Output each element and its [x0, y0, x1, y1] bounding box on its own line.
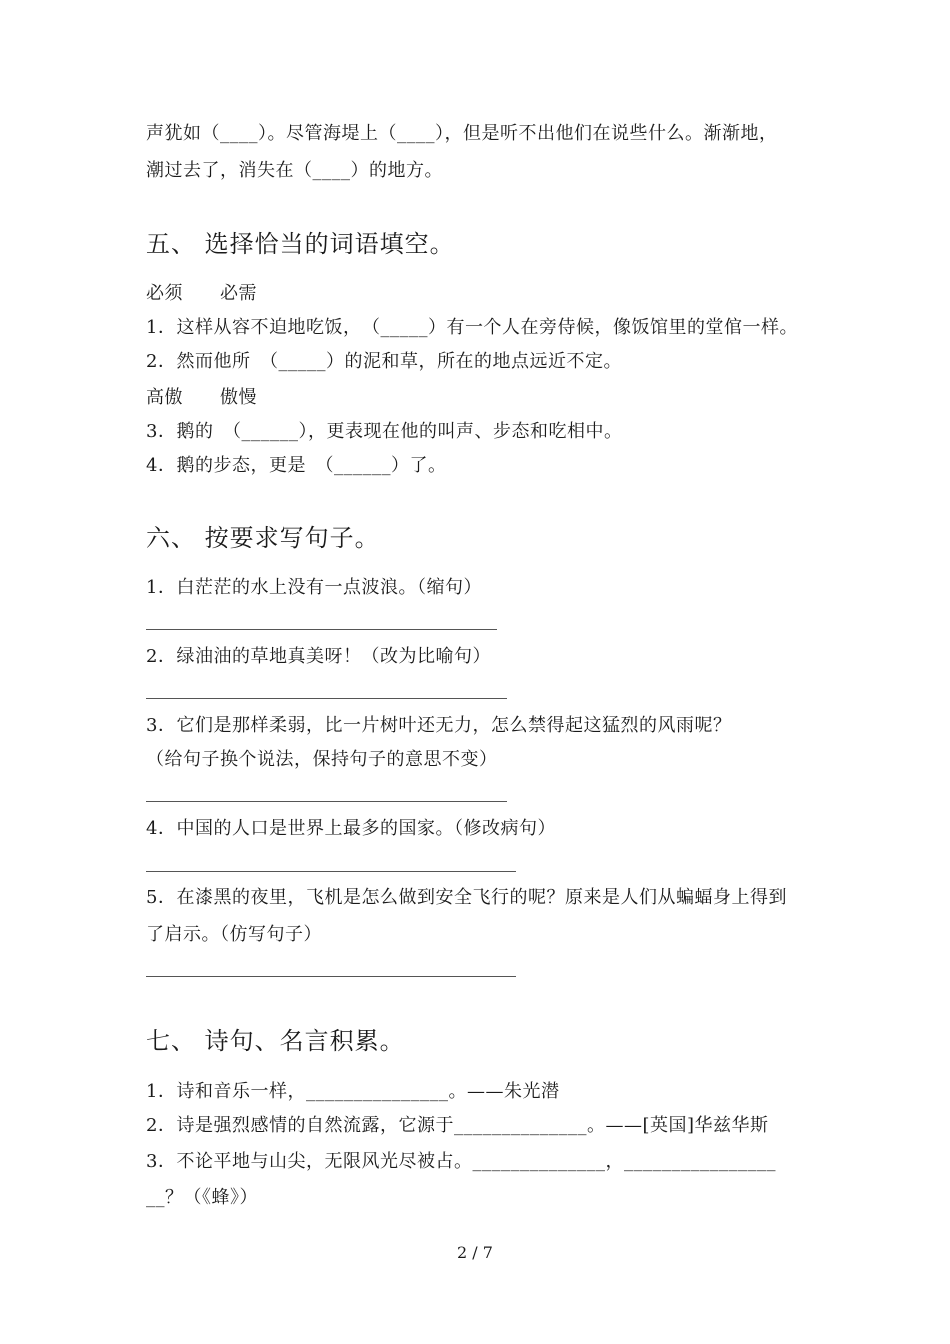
answer-line-6-3 [146, 801, 507, 802]
question-7-3-line-2: __？（《蜂》） [146, 1187, 258, 1208]
word-choice-group-2: 高傲 傲慢 [146, 387, 257, 408]
question-7-3-line-1: 3．不论平地与山尖，无限风光尽被占。______________，________________ [146, 1151, 776, 1172]
section-7-title: 七、 诗句、名言积累。 [146, 1027, 405, 1055]
question-5-2: 2．然而他所 （_____）的泥和草，所在的地点远近不定。 [146, 351, 622, 372]
paragraph-line-1: 声犹如（____）。尽管海堤上（____），但是听不出他们在说些什么。渐渐地， [146, 123, 778, 144]
section-5-title: 五、 选择恰当的词语填空。 [146, 230, 455, 258]
answer-line-6-4 [146, 871, 516, 872]
question-6-1: 1．白茫茫的水上没有一点波浪。（缩句） [146, 577, 482, 598]
answer-line-6-2 [146, 698, 507, 699]
question-6-3-line-2: （给句子换个说法，保持句子的意思不变） [146, 749, 498, 770]
page-number: 2 / 7 [457, 1243, 493, 1262]
question-5-3: 3．鹅的 （______），更表现在他的叫声、步态和吃相中。 [146, 421, 623, 442]
question-6-2: 2．绿油油的草地真美呀！（改为比喻句） [146, 646, 491, 667]
answer-line-6-1 [146, 629, 497, 630]
question-5-4: 4．鹅的步态，更是 （______）了。 [146, 455, 447, 476]
section-6-title: 六、 按要求写句子。 [146, 524, 380, 552]
question-6-5-line-2: 了启示。（仿写句子） [146, 924, 322, 945]
question-6-4: 4．中国的人口是世界上最多的国家。（修改病句） [146, 818, 556, 839]
question-7-1: 1．诗和音乐一样，_______________。——朱光潜 [146, 1081, 560, 1102]
word-choice-group-1: 必须 必需 [146, 283, 257, 304]
question-5-1: 1．这样从容不迫地吃饭， （_____）有一个人在旁侍候，像饭馆里的堂倌一样。 [146, 317, 798, 338]
question-6-3-line-1: 3．它们是那样柔弱，比一片树叶还无力，怎么禁得起这猛烈的风雨呢？ [146, 715, 732, 736]
question-7-2: 2．诗是强烈感情的自然流露，它源于______________。——[英国]华兹华斯 [146, 1115, 769, 1136]
question-6-5-line-1: 5．在漆黑的夜里，飞机是怎么做到安全飞行的呢？原来是人们从蝙蝠身上得到 [146, 887, 787, 908]
paragraph-line-2: 潮过去了，消失在（____）的地方。 [146, 160, 443, 181]
answer-line-6-5 [146, 976, 516, 977]
